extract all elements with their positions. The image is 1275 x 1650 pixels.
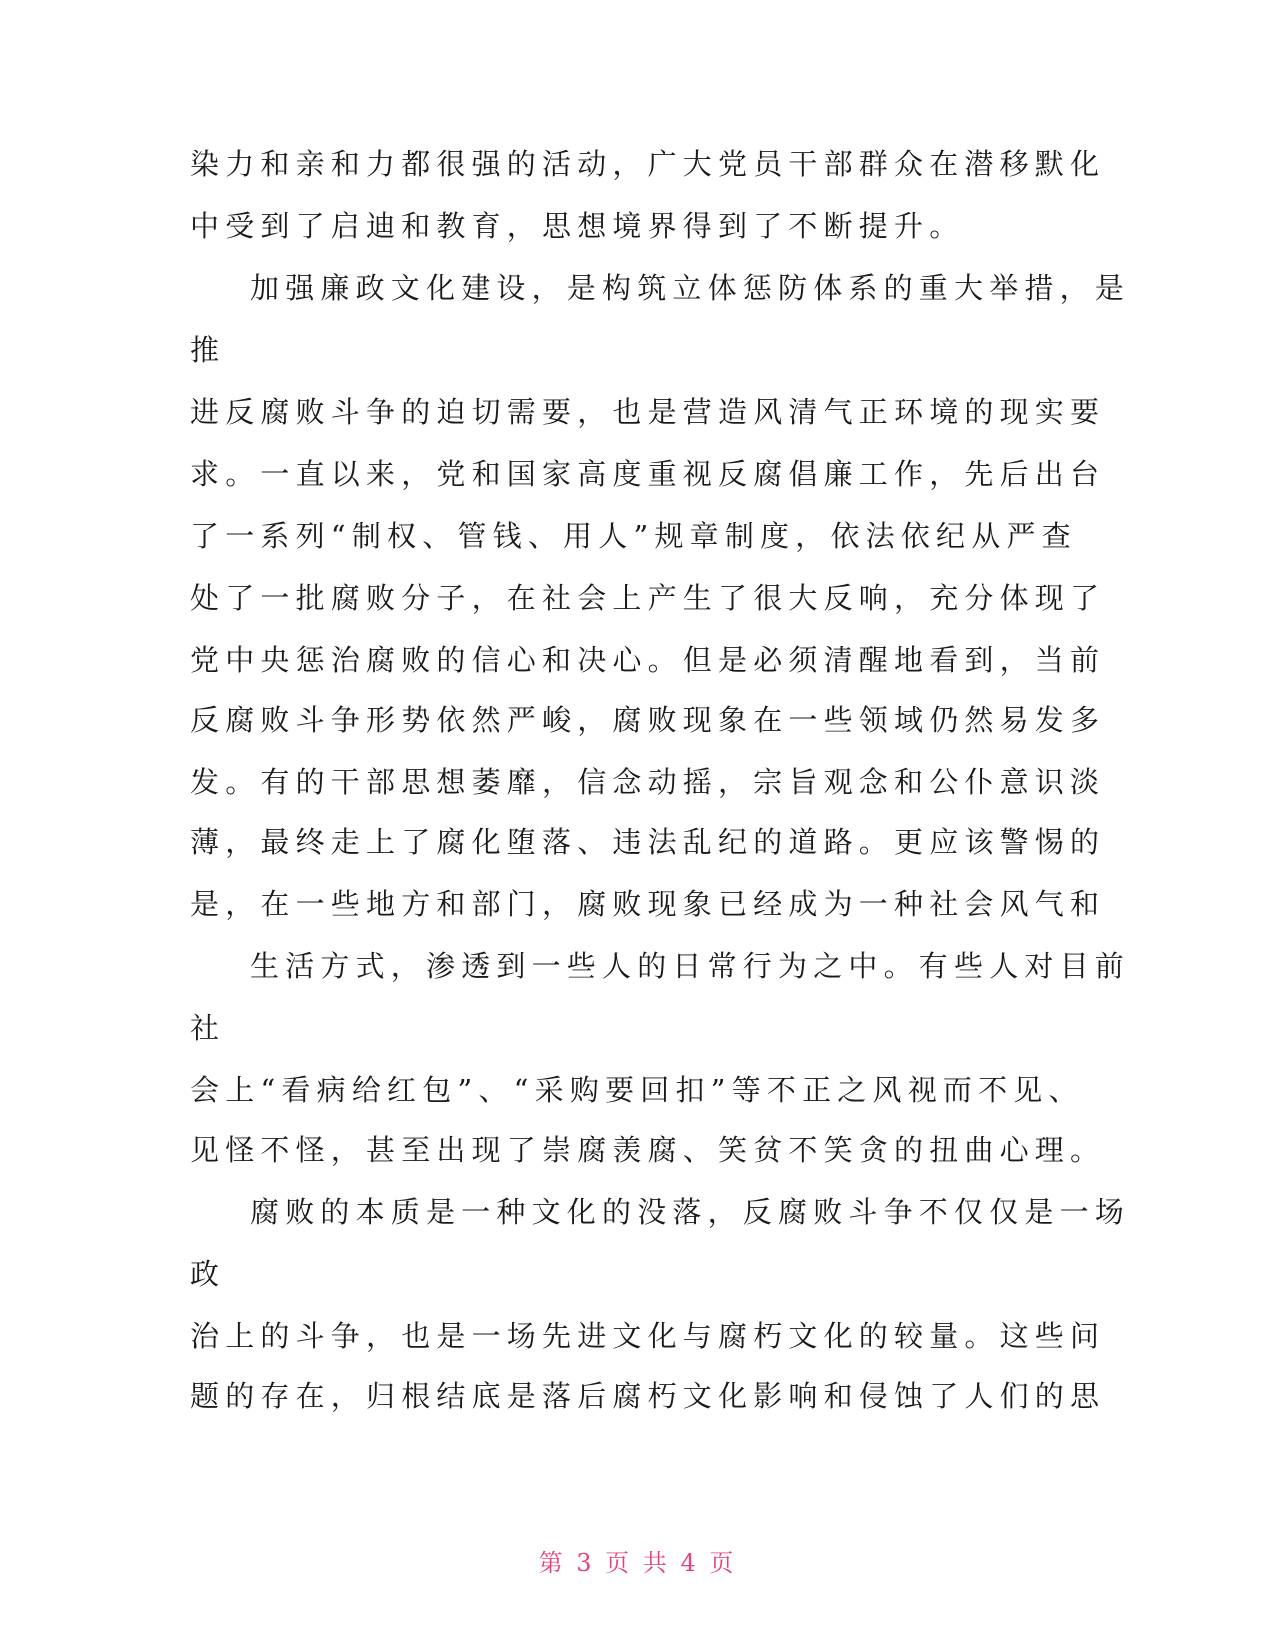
paragraph-start-line: 加强廉政文化建设，是构筑立体惩防体系的重大举措，是 [250, 271, 1131, 305]
paragraph-start-line: 腐败的本质是一种文化的没落，反腐败斗争不仅仅是一场 [250, 1195, 1131, 1229]
paragraph-start-line: 生活方式，渗透到一些人的日常行为之中。有些人对目前 [250, 949, 1131, 983]
page-number-footer: 第 3 页 共 4 页 [538, 1549, 737, 1577]
text-line: 了一系列“制权、管钱、用人”规章制度，依法依纪从严查 [190, 519, 1077, 553]
text-line: 见怪不怪，甚至出现了崇腐羡腐、笑贫不笑贪的扭曲心理。 [190, 1133, 1106, 1167]
text-line: 党中央惩治腐败的信心和决心。但是必须清醒地看到，当前 [190, 643, 1106, 677]
text-line: 薄，最终走上了腐化堕落、违法乱纪的道路。更应该警惕的 [190, 825, 1106, 859]
text-line: 是，在一些地方和部门，腐败现象已经成为一种社会风气和 [190, 887, 1106, 921]
text-line: 进反腐败斗争的迫切需要，也是营造风清气正环境的现实要 [190, 395, 1106, 429]
text-line: 推 [190, 333, 226, 367]
text-line: 求。一直以来，党和国家高度重视反腐倡廉工作，先后出台 [190, 457, 1106, 491]
text-line: 治上的斗争，也是一场先进文化与腐朽文化的较量。这些问 [190, 1319, 1106, 1353]
text-line: 处了一批腐败分子，在社会上产生了很大反响，充分体现了 [190, 581, 1106, 615]
text-line: 会上“看病给红包”、“采购要回扣”等不正之风视而不见、 [190, 1073, 1084, 1107]
text-line: 社 [190, 1011, 226, 1045]
text-line: 反腐败斗争形势依然严峻，腐败现象在一些领域仍然易发多 [190, 703, 1106, 737]
text-line: 政 [190, 1257, 226, 1291]
text-line: 发。有的干部思想萎靡，信念动摇，宗旨观念和公仆意识淡 [190, 765, 1106, 799]
text-line: 中受到了启迪和教育，思想境界得到了不断提升。 [190, 209, 965, 243]
text-line: 染力和亲和力都很强的活动，广大党员干部群众在潜移默化 [190, 147, 1106, 181]
text-line: 题的存在，归根结底是落后腐朽文化影响和侵蚀了人们的思 [190, 1379, 1106, 1413]
